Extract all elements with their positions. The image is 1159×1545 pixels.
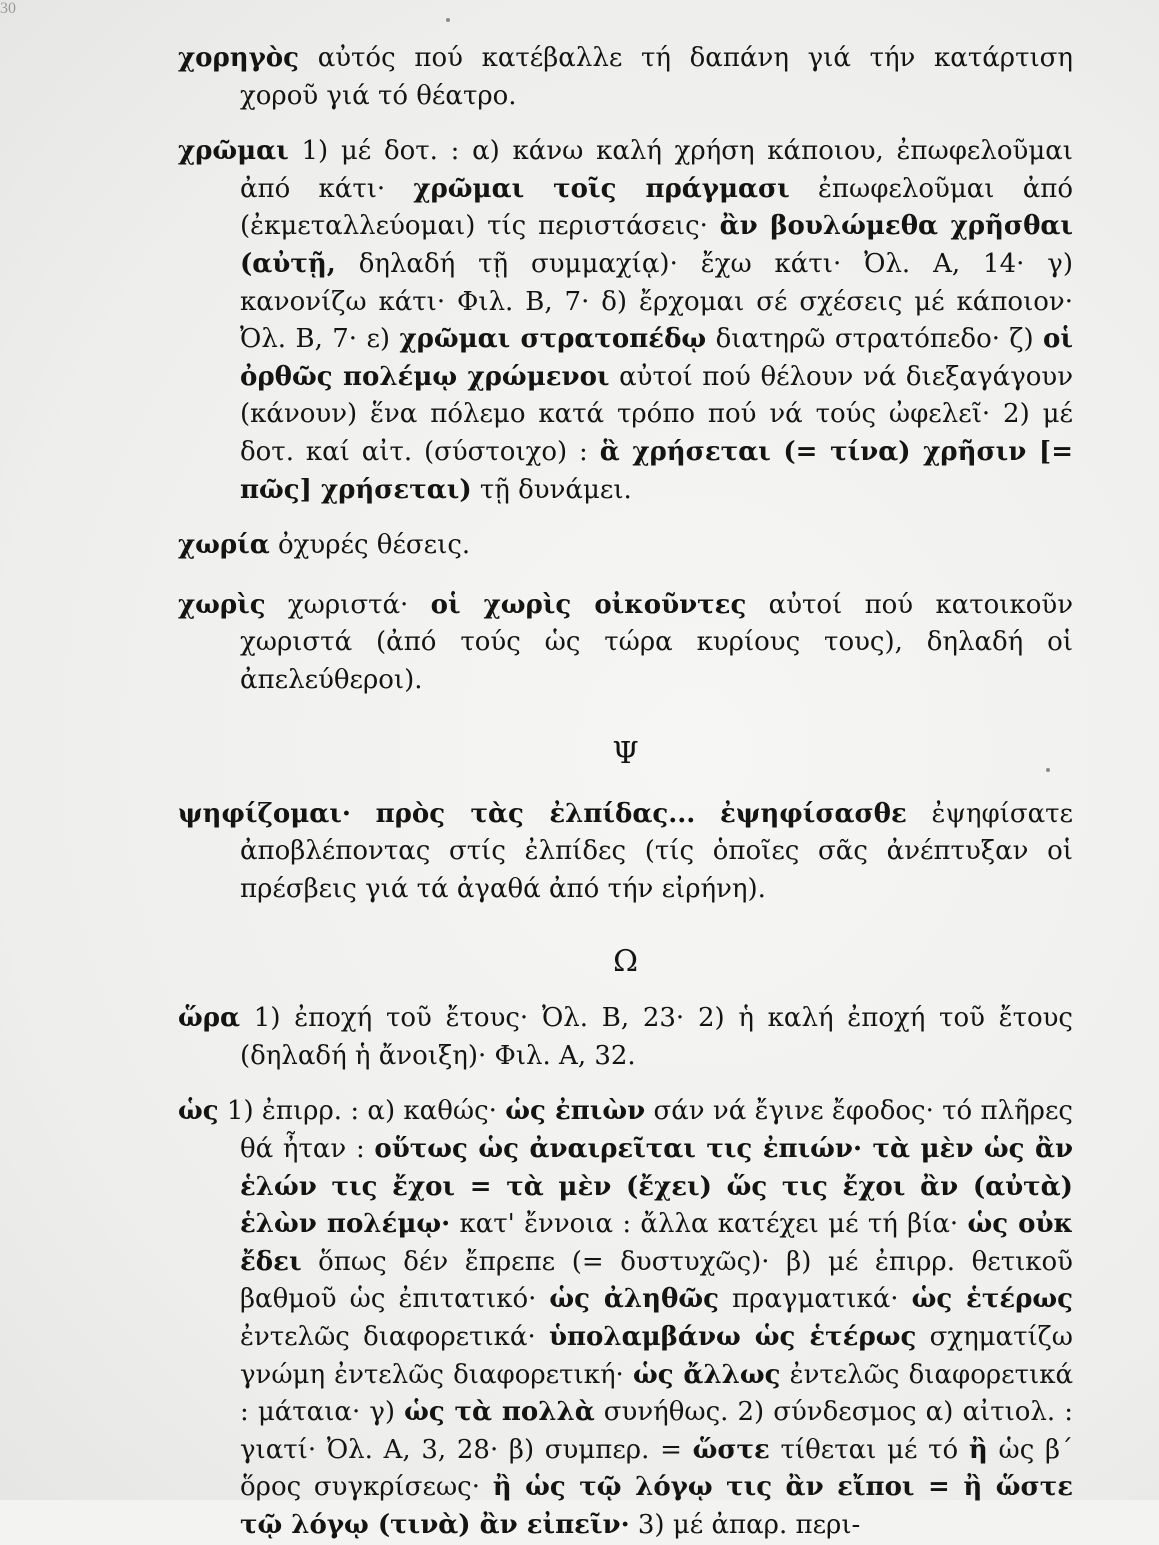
bold-phrase: οἱ χωρὶς οἰκοῦντες: [430, 589, 747, 620]
bold-phrase: ὡς ἀληθῶς: [549, 1284, 719, 1315]
entry-spacer: [178, 982, 1073, 1000]
bold-phrase: ὥστε: [692, 1434, 770, 1465]
definition-text: ἐντελῶς διαφορετικά·: [240, 1322, 549, 1353]
definition-text: συνήθως. 2) σύνδεσμος α) αἰτιολ. : γιατί· Ὀλ. Α, 3, 28· β) συμπερ. =: [240, 1397, 1073, 1465]
entry-headword: ὥρα: [178, 1003, 241, 1034]
entry-headword: ὡς: [178, 1096, 219, 1127]
letter-section-heading: Ω: [613, 944, 638, 980]
bold-phrase: οἱ ὀρθῶς πολέμῳ χρώμενοι: [240, 324, 1073, 392]
definition-text: ὡς β΄ ὅρος συγκρίσεως·: [240, 1434, 1073, 1503]
entry-headword: ψηφίζομαι·: [178, 798, 351, 829]
definition-text: τίθεται μέ τό: [769, 1434, 969, 1465]
definition-text: χωριστά·: [265, 589, 431, 620]
definition-text: ἐπωφελοῦμαι ἀπό (ἐκμεταλλεύομαι) τίς περιστάσεις·: [240, 173, 1073, 242]
glossary-entry: [178, 527, 1073, 565]
definition-text: 1) ἐπιρρ. : α) καθώς·: [218, 1096, 506, 1127]
entry-headword: χορηγὸς: [178, 43, 299, 73]
definition-text: ἐντελῶς διαφορετικά : μάταια· γ): [240, 1359, 1073, 1428]
glossary-entry: [178, 40, 1073, 115]
entry-headword: χωρὶς: [178, 589, 266, 620]
glossary-entry: [178, 587, 1073, 700]
entry-spacer: [178, 565, 1073, 587]
definition-text: σχηματίζω γνώμη ἐντελῶς διαφορετική·: [240, 1322, 1073, 1390]
bold-phrase: ὡς ἄλλως: [632, 1359, 781, 1390]
bold-phrase: οὕτως ὡς ἀναιρεῖται τις ἐπιών· τὰ μὲν ὡς ἂν ἑλών τις ἔχοι = τὰ μὲν (ἔχει) ὥς τις ἔχοι ἂν (αὐτὰ) ἑλὼν πολέμῳ·: [240, 1134, 1074, 1240]
glossary-entry: [178, 1000, 1073, 1075]
definition-text: αὐτοί πού θέλουν νά διεξαγάγουν (κάνουν) ἕνα πόλεμο κατά τρόπο πού νά τούς ὠφελεῖ· 2) μέ δοτ. καί αἰτ. (σύστοιχο) :: [240, 361, 1073, 467]
entry-spacer: [178, 509, 1073, 527]
bold-phrase: ὡς οὐκ ἔδει: [240, 1209, 1073, 1277]
glossary-column: [178, 40, 1073, 1545]
bold-phrase: ἢ: [968, 1434, 988, 1465]
bold-phrase: χρῶμαι τοῖς πράγμασι: [413, 173, 790, 204]
bold-phrase: ὡς ἐπιὼν: [505, 1096, 646, 1127]
definition-text: ὀχυρές θέσεις.: [269, 530, 471, 561]
entry-spacer: [178, 700, 1073, 734]
definition-text: 1) ἐποχή τοῦ ἔτους· Ὀλ. Β, 23· 2) ἡ καλή ἐποχή τοῦ ἔτους (δηλαδή ἡ ἄνοιξη)· Φιλ. Α, 32.: [240, 1003, 1073, 1071]
bold-phrase: ἂν βουλώμεθα χρῆσθαι (αὐτῇ,: [240, 211, 1073, 279]
entry-headword: χωρία: [178, 530, 270, 561]
definition-text: δηλαδή τῇ συμμαχίᾳ)· ἔχω κάτι· Ὀλ. Α, 14· γ) κανονίζω κάτι· Φιλ. Β, 7· δ) ἔρχομαι σέ σχέσεις μέ κάποιον· Ὀλ. Β, 7· ε): [240, 248, 1073, 355]
definition-text: ὅπως δέν ἔπρεπε (= δυστυχῶς)· β) μέ ἐπιρρ. θετικοῦ βαθμοῦ ὡς ἐπιτατικό·: [240, 1246, 1073, 1315]
bold-phrase: χρῶμαι στρατοπέδῳ: [399, 324, 707, 355]
bold-phrase: ἢ ὡς τῷ λόγῳ τις ἂν εἴποι = ἢ ὥστε τῷ λόγῳ (τινὰ) ἂν εἰπεῖν·: [240, 1472, 1074, 1540]
bold-phrase: ὑπολαμβάνω ὡς ἑτέρως: [548, 1322, 917, 1353]
definition-text: διατηρῶ στρατόπεδο· ζ): [706, 324, 1044, 355]
entry-headword: χρῶμαι: [178, 136, 289, 167]
definition-text: αὐτοί πού κατοικοῦν χωριστά (ἀπό τούς ὡς τώρα κυρίους τους), δηλαδή οἱ ἀπελεύθεροι).: [240, 589, 1073, 695]
glossary-entry: [178, 133, 1073, 509]
page-number-fragment: 30: [0, 0, 16, 17]
glossary-entry: [178, 1093, 1073, 1544]
bold-phrase: ὡς ἑτέρως: [911, 1284, 1073, 1315]
bold-phrase: ἃ χρήσεται (= τίνα) χρῆσιν [= πῶς] χρήσεται): [240, 436, 1073, 505]
glossary-entry: [178, 796, 1073, 909]
speck-mark: [446, 18, 450, 22]
definition-text: κατ' ἔννοια : ἄλλα κατέχει μέ τή βία·: [450, 1209, 968, 1240]
entry-spacer: [178, 774, 1073, 796]
definition-text: πραγματικά·: [718, 1284, 912, 1315]
definition-text: 1) μέ δοτ. : α) κάνω καλή χρήση κάποιου, ἐπωφελοῦμαι ἀπό κάτι·: [240, 136, 1073, 204]
definition-text: [351, 799, 376, 829]
entry-spacer: [178, 1075, 1073, 1093]
definition-text: ἐψηφίσατε ἀποβλέποντας στίς ἐλπίδες (τίς ὁποῖες σᾶς ἀνέπτυξαν οἱ πρέσβεις γιά τά ἀγαθά ἀπό τήν εἰρήνη).: [240, 798, 1074, 904]
definition-text: τῇ δυνάμει.: [471, 474, 632, 505]
bold-phrase: ἐψηφίσασθε: [720, 798, 907, 829]
definition-text: σάν νά ἔγινε ἔφοδος· τό πλῆρες θά ἦταν :: [240, 1096, 1073, 1165]
bold-phrase: πρὸς τὰς ἐλπίδας...: [375, 798, 696, 829]
definition-text: αὐτός πού κατέβαλλε τή δαπάνη γιά τήν κατάρτιση χοροῦ γιά τό θέατρο.: [240, 43, 1073, 111]
definition-text: 3) μέ ἀπαρ. περι-: [629, 1510, 861, 1540]
definition-text: [695, 799, 720, 829]
entry-spacer: [178, 908, 1073, 942]
bold-phrase: ὡς τὰ πολλὰ: [404, 1397, 595, 1428]
entry-spacer: [178, 115, 1073, 133]
letter-section-heading: Ψ: [612, 735, 639, 771]
